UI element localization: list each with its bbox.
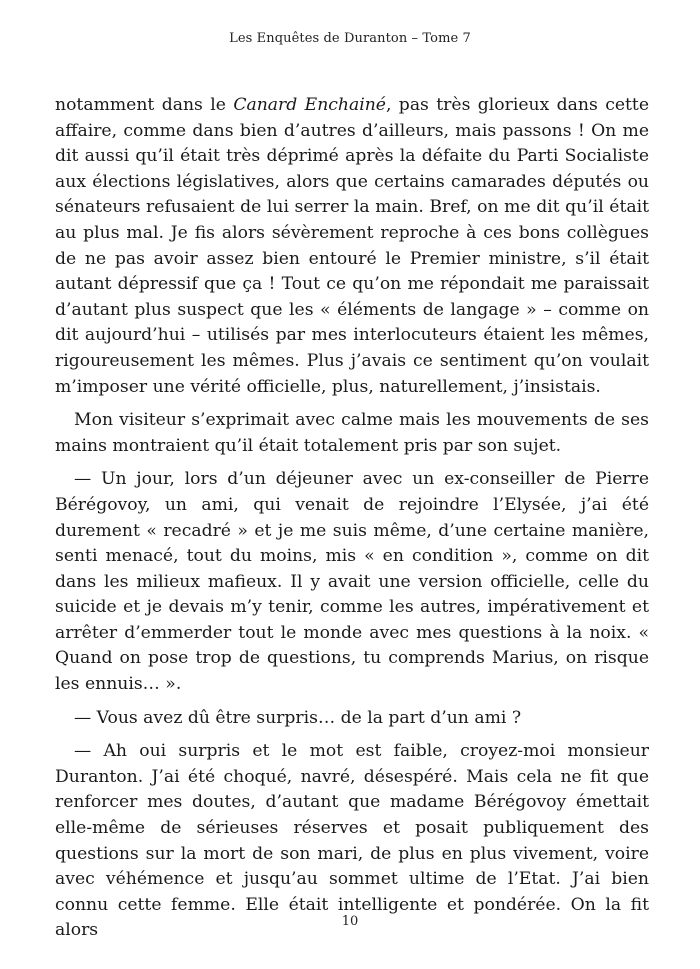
- dialogue-paragraph-4: — Vous avez dû être surpris… de la part d’un ami ?: [74, 707, 522, 728]
- running-header: Les Enquêtes de Duranton – Tome 7: [229, 31, 471, 46]
- newspaper-title: Canard Enchainé: [233, 95, 386, 115]
- paragraph-1-rest: , pas très glorieux dans cette affaire, comme dans bien d’autres d’ailleurs, mais passons ! On me dit aussi qu’il était très déprimé après la défaite du Parti Socialiste aux élections législatives, alors que certains camarades députés ou sénateurs refusaient de lui serrer la main. Bref, on me dit qu’il était au plus mal. Je fis alors sévèrement reproche à ces bons collègues de ne pas avoir assez bien entouré le Premier ministre, s’il était autant dépressif que ça ! Tout ce qu’on me répondait me paraissait d’autant plus suspect que les « éléments de langage » – comme on dit aujourd’hui – utilisés par mes interlocuteurs étaient les mêmes, rigoureusement les mêmes. Plus j’avais ce sentiment qu’on voulait m’imposer une vérité officielle, plus, naturellement, j’insistais.: [55, 95, 649, 397]
- paragraph-1: [55, 93, 649, 400]
- paragraph-1-lead: notamment dans le: [55, 95, 234, 115]
- body-text: [55, 93, 649, 952]
- page-number: 10: [341, 914, 359, 929]
- dialogue-paragraph-3: — Un jour, lors d’un déjeuner avec un ex-conseiller de Pierre Bérégovoy, un ami, qui venait de rejoindre l’Elysée, j’ai été durement « recadré » et je me suis même, d’une certaine manière, senti menacé, tout du moins, mis « en condition », comme on dit dans les milieux mafieux. Il y avait une version officielle, celle du suicide et je devais m’y tenir, comme les autres, impérativement et arrêter d’emmerder tout le monde avec mes questions à la noix. « Quand on pose trop de questions, tu comprends Marius, on risque les ennuis… ».: [55, 469, 649, 695]
- dialogue-paragraph-5: — Ah oui surpris et le mot est faible, croyez-moi monsieur Duranton. J’ai été choqué, navré, désespéré. Mais cela ne fit que renforcer mes doutes, d’autant que madame Bérégovoy émettait elle-même de sérieuses réserves et posait publiquement des questions sur la mort de son mari, de plus en plus vivement, voire avec véhémence et jusqu’au sommet ultime de l’Etat. J’ai bien connu cette femme. Elle était intelligente et pondérée. On la fit alors: [55, 741, 649, 941]
- paragraph-2: Mon visiteur s’exprimait avec calme mais les mouvements de ses mains montraient qu’il était totalement pris par son sujet.: [55, 410, 649, 456]
